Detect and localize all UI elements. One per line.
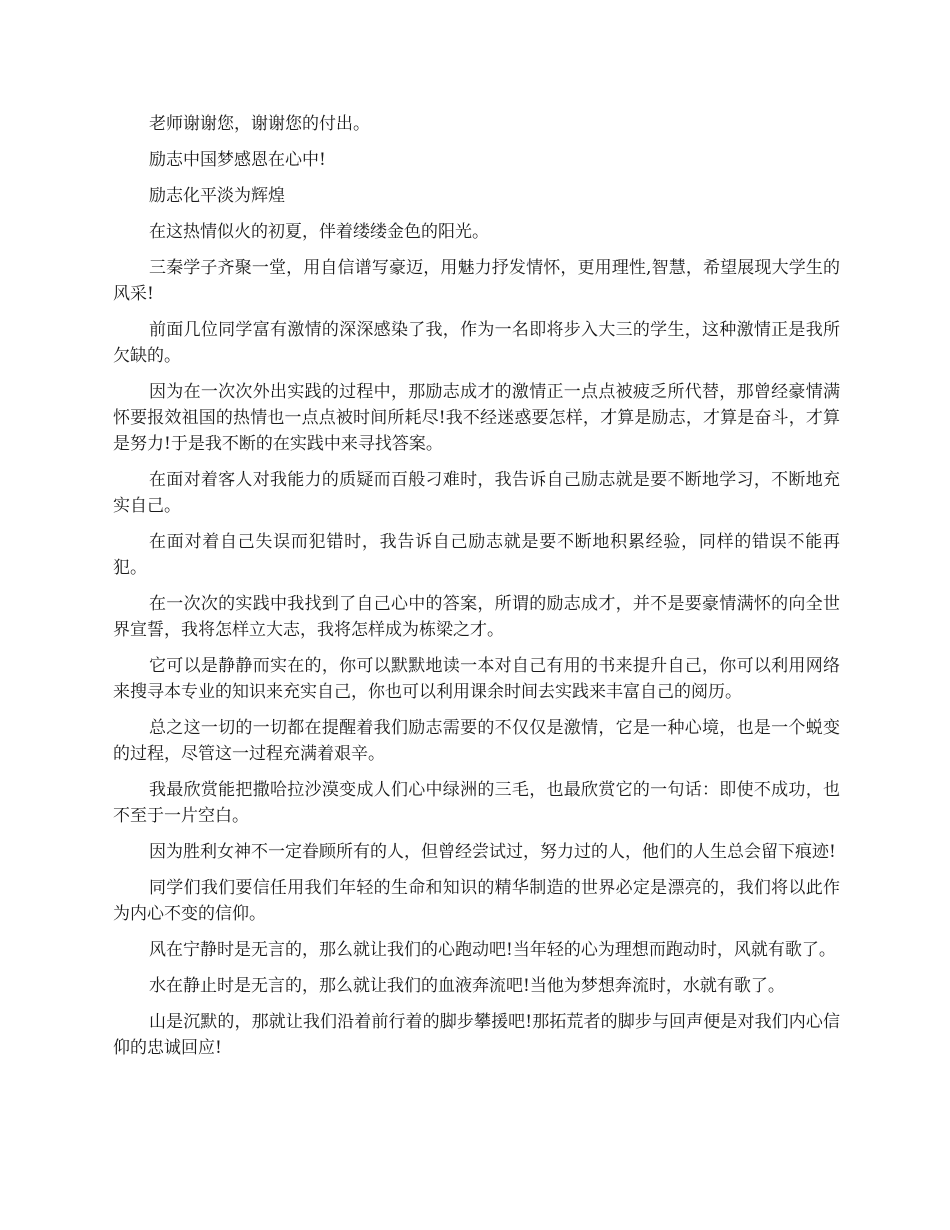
- paragraph: 在一次次的实践中我找到了自己心中的答案，所谓的励志成才，并不是要豪情满怀的向全世界宣誓，我将怎样立大志，我将怎样成为栋梁之才。: [113, 594, 840, 640]
- paragraph: 山是沉默的，那就让我们沿着前行着的脚步攀援吧!那拓荒者的脚步与回声便是对我们内心信仰的忠诚回应!: [113, 1012, 840, 1058]
- paragraph: 老师谢谢您，谢谢您的付出。: [149, 114, 370, 134]
- paragraph: 同学们我们要信任用我们年轻的生命和知识的精华制造的世界必定是漂亮的，我们将以此作为内心不变的信仰。: [113, 878, 840, 924]
- paragraph: 在面对着自己失误而犯错时，我告诉自己励志就是要不断地积累经验，同样的错误不能再犯。: [113, 532, 840, 578]
- paragraph: 我最欣赏能把撒哈拉沙漠变成人们心中绿洲的三毛，也最欣赏它的一句话：即使不成功，也不至于一片空白。: [113, 780, 840, 826]
- document-body: [113, 111, 840, 1071]
- paragraph: 励志中国梦感恩在心中!: [149, 150, 326, 170]
- paragraph: 励志化平淡为辉煌: [149, 186, 285, 206]
- paragraph: 三秦学子齐聚一堂，用自信谱写豪迈，用魅力抒发情怀，更用理性,智慧，希望展现大学生的风采!: [113, 258, 840, 304]
- paragraph: 因为胜利女神不一定眷顾所有的人，但曾经尝试过，努力过的人，他们的人生总会留下痕迹!: [149, 842, 836, 862]
- paragraph: 水在静止时是无言的，那么就让我们的血液奔流吧!当他为梦想奔流时，水就有歌了。: [149, 976, 785, 996]
- paragraph: 它可以是静静而实在的，你可以默默地读一本对自己有用的书来提升自己，你可以利用网络来搜寻本专业的知识来充实自己，你也可以利用课余时间去实践来丰富自己的阅历。: [113, 656, 840, 702]
- paragraph: 因为在一次次外出实践的过程中，那励志成才的激情正一点点被疲乏所代替，那曾经豪情满怀要报效祖国的热情也一点点被时间所耗尽!我不经迷惑要怎样，才算是励志，才算是奋斗，才算是努力!于是我不断的在实践中来寻找答案。: [113, 382, 840, 454]
- paragraph: 在这热情似火的初夏，伴着缕缕金色的阳光。: [149, 222, 489, 242]
- paragraph: 总之这一切的一切都在提醒着我们励志需要的不仅仅是激情，它是一种心境，也是一个蜕变的过程，尽管这一过程充满着艰辛。: [113, 718, 840, 764]
- paragraph: 前面几位同学富有激情的深深感染了我，作为一名即将步入大三的学生，这种激情正是我所欠缺的。: [113, 320, 840, 366]
- paragraph: 在面对着客人对我能力的质疑而百般刁难时，我告诉自己励志就是要不断地学习，不断地充实自己。: [113, 470, 840, 516]
- paragraph: 风在宁静时是无言的，那么就让我们的心跑动吧!当年轻的心为理想而跑动时，风就有歌了。: [149, 940, 836, 960]
